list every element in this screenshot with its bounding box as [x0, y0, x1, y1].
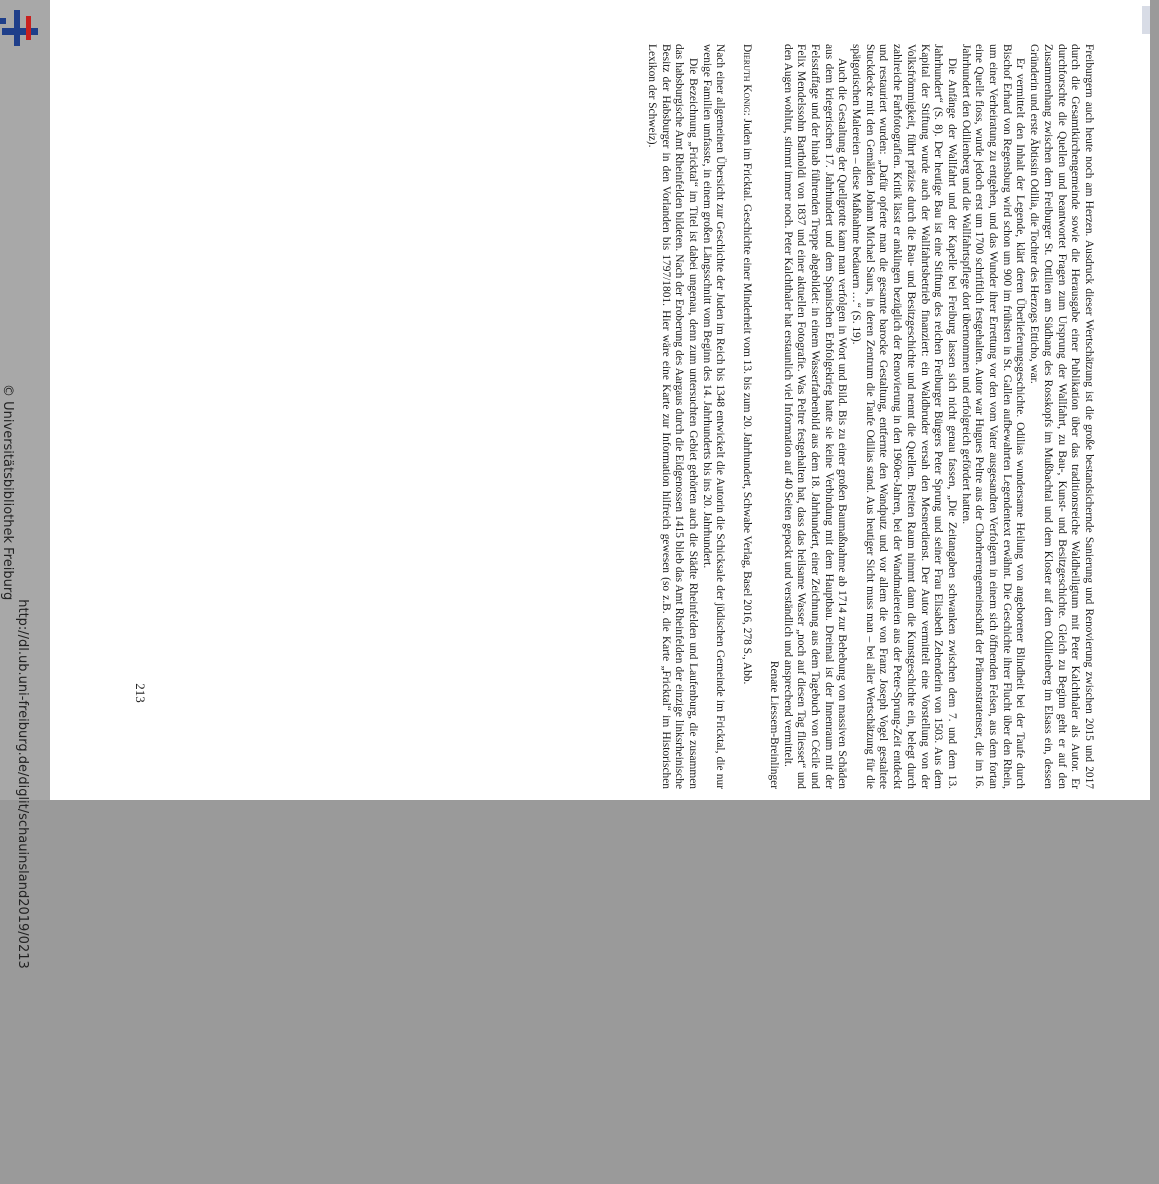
library-logo-icon [0, 10, 40, 50]
review-author: Dieruth Konig [741, 44, 754, 113]
paragraph: Er vermittelt den Inhalt der Legende, klärt deren Überlieferungsgeschichte. Odilias wundersame Heilung von angeborener Blindheit bei der Taufe durch Bischof Erhard von Regensburg wird schon um 900 im frühsten in St. Gallen aufbewahrten Legendentext erwähnt. Die Geschichte ihrer Flucht über den Rhein, um einer Verheiratung zu entgehen, und das Wunder ihrer Errettung vor den vom Vater ausgesandten Verfolgern in einem sich öffnenden Felsen, aus dem fortan eine Quelle floss, wurde jedoch erst um 1700 schriftlich festgehalten. Autor war Hugues Peltre aus der Chorherrengemeinschaft der Prämonstratenser, die im 16. Jahrhundert den Odilienberg und die Wallfahrtspflege dort übernommen und erfolgreich gefördert hatten. [959, 44, 1027, 789]
viewer-sidebar [0, 0, 50, 969]
review-title: : Juden im Fricktal. Geschichte einer Minderheit vom 13. bis zum 20. Jahrhundert, Schwabe Verlag, Basel 2016, 278 S., Abb. [741, 112, 754, 685]
page-text-body [95, 44, 1095, 789]
paragraph: Die Bezeichnung „Fricktal“ im Titel ist dabei ungenau, denn zum untersuchten Gebiet gehörten auch die Städte Rheinfelden und Laufenburg, die zusammen das habsburgische Amt Rheinfelden bildeten. Nach der Eroberung des Aargaus durch die Eidgenossen 1415 blieb das Amt Rheinfelden der einzige linksrheinische Besitz der Habsburger in den Vorlanden bis 1797/1801. Hier wäre eine Karte zur Information hilfreich gewesen (so z.B. die Karte „Fricktal“ im Historischen Lexikon der Schweiz). [645, 44, 700, 789]
document-source [0, 384, 30, 1184]
page-number: 213 [133, 683, 148, 703]
paragraph: Nach einer allgemeinen Übersicht zur Geschichte der Juden im Reich bis 1348 entwickelt die Autorin die Schicksale der jüdischen Gemeinde im Fricktal, die nur wenige Familien umfasste, in einem großen Längsschnitt vom Beginn des 14. Jahrhunderts bis ins 20. Jahrhundert. [700, 44, 727, 789]
paragraph: Freiburgern auch heute noch am Herzen. Ausdruck dieser Wertschätzung ist die große bestandsichernde Sanierung und Renovierung zwischen 2015 und 2017 durch die Gesamtkirchengemeinde sowie die Herausgabe einer Publikation über das traditionsreiche Waldheiligtum mit Peter Kalchthaler als Autor. Er durchforschte die Quellen und beantwortet Fragen zum Ursprung der Wallfahrt, zu Bau-, Kunst- und Besitzgeschichte. Gleich zu Beginn geht er auf den Zusammenhang zwischen dem Freiburger St. Ottilien am Südhang des Rosskopfs im Mußbachtal und dem Kloster auf dem Odilienberg im Elsass ein, dessen Gründerin und erste Äbtissin Odilia, die Tochter des Herzogs Etticho, war. [1028, 44, 1095, 789]
page-edge-marker [1142, 6, 1150, 34]
paragraph: Auch die Gestaltung der Quellgrotte kann man verfolgen in Wort und Bild. Bis zu einer großen Baumaßnahme ab 1714 zur Behebung von massiven Schäden aus dem kriegerischen 17. Jahrhundert und dem Spanischen Erbfolgekrieg hatte sie keine Verbindung mit dem Hauptbau. Dreimal ist der Innenraum mit der Felsstaffage und der hinab führenden Treppe abgebildet: in einem Wasserfarbenbild aus dem 18. Jahrhundert, einer Zeichnung aus dem Tagebuch von Cécile und Felix Mendelssohn Bartholdi von 1837 und einer aktuellen Fotografie. Was Peltre festgehalten hat, dass das heilsame Wasser „noch auf diesen Tag fliesset“ und den Augen wohltut, stimmt immer noch. Peter Kalchthaler hat erstaunlich viel Information auf 40 Seiten gepackt und verständlich und ansprechend vermittelt. [781, 44, 849, 789]
copyright-notice: © Universitätsbibliothek Freiburg [0, 384, 15, 601]
review-heading [739, 44, 753, 789]
document-page [50, 0, 1150, 800]
document-url[interactable]: http://dl.ub.uni-freiburg.de/diglit/schauinsland2019/0213 [15, 599, 30, 969]
review-signature: Renate Liessem-Breinlinger [767, 660, 780, 789]
paragraph: Die Anfänge der Wallfahrt und der Kapelle bei Freiburg lassen sich nicht genau fassen, „Die Zeitangaben schwanken zwischen dem 7. und dem 13. Jahrhundert“ (S. 8). Der heutige Bau ist eine Stiftung des reichen Freiburger Bürgers Peter Sprung und seiner Frau Elisabeth Zehenderin von 1503. Aus dem Kapital der Stiftung wurde auch der Wallfahrtsbetrieb finanziert: ein Waldbruder versah den Mesnerdienst. Der Autor vermittelt eine Vorstellung von der Volksfrömmigkeit, führt präzise durch die Bau- und Besitzgeschichte und nennt die Quellen. Breiten Raum nimmt dann die Kunstgeschichte ein, belegt durch zahlreiche Farbfotografien. Kritik lässt er anklingen bezüglich der Renovierung in den 1960er-Jahren, bei der Wandmalereien aus der Peter-Sprung-Zeit entdeckt und restauriert wurden: „Dafür opferte man die gesamte barocke Gestaltung, entfernte den Wandputz und vor allem die von Franz Joseph Vogel gestaltete Stuckdecke mit den Gemälden Johann Michael Saurs, in deren Zentrum die Taufe Odilias stand. Aus heutiger Sicht muss man – bei aller Wertschätzung für die spätgotischen Malereien – diese Maßnahme bedauern …“ (S. 19). [850, 44, 958, 789]
